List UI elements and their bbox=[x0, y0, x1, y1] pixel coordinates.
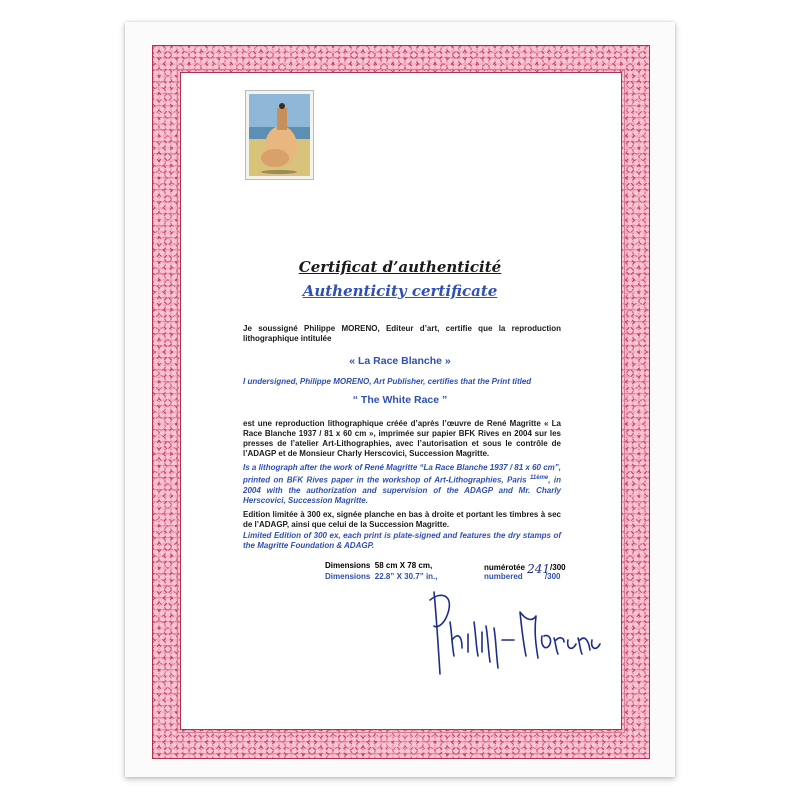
artwork-thumbnail bbox=[245, 90, 314, 180]
numbering-fr-label: numérotée bbox=[484, 563, 525, 572]
edition-en: Limited Edition of 300 ex, each print is plate-signed and features the dry stamps of the Magritte Foundation & ADAGP. bbox=[243, 531, 561, 550]
dimensions-fr bbox=[325, 561, 432, 571]
dimensions-fr-value: 58 cm X 78 cm, bbox=[374, 561, 433, 570]
work-title-fr: « La Race Blanche » bbox=[349, 355, 451, 367]
description-en-part1: Is a lithograph after the work of René Magritte “La Race Blanche 1937 / 81 x 60 cm”, printed on BFK Rives paper in the workshop of Art-Lithographies, Paris bbox=[243, 463, 561, 485]
intro-fr: Je soussigné Philippe MORENO, Editeur d’art, certifie que la reproduction lithographique intitulée bbox=[243, 324, 561, 343]
work-title-en: “ The White Race ” bbox=[352, 394, 448, 406]
numbering-en-label: numbered bbox=[484, 572, 523, 581]
dimensions-en-label: Dimensions bbox=[325, 572, 371, 581]
dimensions-fr-label: Dimensions bbox=[325, 561, 371, 570]
signature bbox=[422, 582, 602, 687]
intro-en: I undersigned, Philippe MORENO, Art Publisher, certifies that the Print titled bbox=[243, 377, 532, 386]
description-en-superscript: 11ème bbox=[530, 475, 549, 481]
description-en-part2: , in 2004 with the authorization and supervision of the ADAGP and Mr. Charly Herscovici, Succession Magritte. bbox=[243, 475, 562, 505]
dimensions-en bbox=[325, 572, 438, 582]
certificate-title-en: Authenticity certificate bbox=[302, 282, 498, 300]
description-en bbox=[243, 463, 561, 506]
svg-text:·: · bbox=[301, 171, 302, 175]
signature-drawing bbox=[422, 582, 602, 682]
edition-fr: Edition limitée à 300 ex, signée planche en bas à droite et portant les timbres à sec de l’ADAGP, ainsi que celui de la Succession Magritte. bbox=[243, 510, 561, 529]
handwritten-number: 241 bbox=[527, 562, 551, 576]
numbering-en bbox=[484, 572, 560, 582]
artwork-image bbox=[249, 94, 310, 176]
numbering-fr-total: /300 bbox=[550, 563, 566, 572]
description-fr: est une reproduction lithographique créée d’après l’œuvre de René Magritte « La Race Blanche 1937 / 81 x 60 cm », imprimée sur papier BFK Rives en 2004 sur les presses de l’atelier Art-Lithographies, avec l’autorisation et sous le contrôle de l’ADAGP et de Monsieur Charly Herscovici, Succession Magritte. bbox=[243, 419, 561, 458]
certificate-title-fr: Certificat d’authenticité bbox=[298, 258, 502, 276]
numbering-en-total: /300 bbox=[544, 572, 561, 581]
dimensions-en-value: 22.8” X 30.7” in., bbox=[374, 572, 438, 581]
